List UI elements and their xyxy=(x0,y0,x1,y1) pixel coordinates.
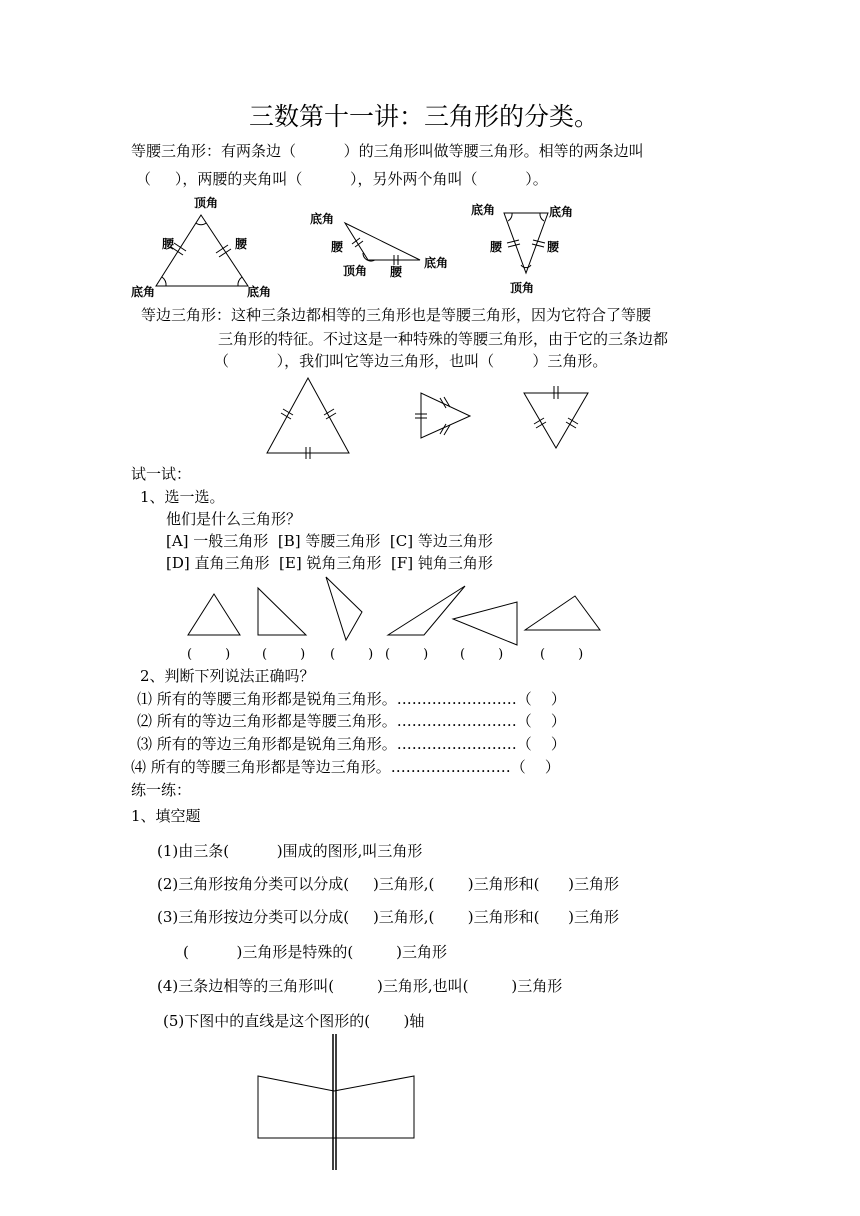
base-angle-label: 底角 xyxy=(247,285,272,299)
fill-blank-item: ( )三角形是特殊的( )三角形 xyxy=(183,943,448,961)
q1-answer-blank[interactable]: ( ) xyxy=(460,647,504,662)
q1-answer-blank[interactable]: ( ) xyxy=(330,647,374,662)
leg-label: 腰 xyxy=(390,265,403,279)
fill-blank-section-title: 1、填空题 xyxy=(131,807,201,825)
apex-angle-label: 顶角 xyxy=(510,281,535,295)
isosceles-definition-line-2: （ ），两腰的夹角叫（ ），另外两个角叫（ ）。 xyxy=(136,170,548,188)
base-angle-label: 底角 xyxy=(549,205,574,219)
leg-label: 腰 xyxy=(331,240,344,254)
base-angle-label: 底角 xyxy=(310,212,335,226)
q2-item: ⑶ 所有的等边三角形都是锐角三角形。……………………（ ） xyxy=(137,735,566,753)
fill-blank-item: (3)三角形按边分类可以分成( )三角形,( )三角形和( )三角形 xyxy=(157,908,619,926)
q2-item: ⑴ 所有的等腰三角形都是锐角三角形。……………………（ ） xyxy=(137,690,566,708)
q2-item: ⑷ 所有的等腰三角形都是等边三角形。……………………（ ） xyxy=(131,758,560,776)
equilateral-definition-line-2: 三角形的特征。不过这是一种特殊的等腰三角形，由于它的三条边都 xyxy=(218,330,669,348)
base-angle-label: 底角 xyxy=(471,203,496,217)
equilateral-triangle-figure-3 xyxy=(515,380,595,455)
leg-label: 腰 xyxy=(490,240,503,254)
fill-blank-item: (4)三条边相等的三角形叫( )三角形,也叫( )三角形 xyxy=(157,977,563,995)
equilateral-triangle-figure-1 xyxy=(260,370,360,460)
equilateral-definition-line-3: （ ），我们叫它等边三角形，也叫（ ）三角形。 xyxy=(214,352,608,370)
q2-title: 2、判断下列说法正确吗？ xyxy=(140,667,315,685)
symmetry-axis-figure xyxy=(250,1030,425,1175)
try-heading: 试一试： xyxy=(131,465,192,483)
equilateral-definition-line-1: 等边三角形：这种三条边都相等的三角形也是等腰三角形，因为它符合了等腰 xyxy=(141,306,652,324)
q1-answer-blank[interactable]: ( ) xyxy=(262,647,306,662)
practice-heading: 练一练： xyxy=(131,781,192,799)
q1-answer-blank[interactable]: ( ) xyxy=(187,647,231,662)
fill-blank-item: (1)由三条( )围成的图形,叫三角形 xyxy=(157,842,423,860)
fill-blank-item: (5)下图中的直线是这个图形的( )轴 xyxy=(163,1012,425,1030)
leg-label: 腰 xyxy=(162,237,175,251)
q1-options-row-2: [D] 直角三角形 [E] 锐角三角形 [F] 钝角三角形 xyxy=(166,554,493,572)
leg-label: 腰 xyxy=(235,237,248,251)
q1-options-row-1: [A] 一般三角形 [B] 等腰三角形 [C] 等边三角形 xyxy=(166,532,493,550)
equilateral-triangle-figure-2 xyxy=(410,385,480,445)
leg-label: 腰 xyxy=(547,240,560,254)
apex-angle-label: 顶角 xyxy=(194,196,219,210)
page-title: 三数第十一讲：三角形的分类。 xyxy=(249,102,600,131)
q1-question: 他们是什么三角形？ xyxy=(166,510,302,528)
q1-title: 1、选一选。 xyxy=(140,488,225,506)
q2-item: ⑵ 所有的等边三角形都是等腰三角形。……………………（ ） xyxy=(137,712,566,730)
q1-answer-blank[interactable]: ( ) xyxy=(540,647,584,662)
isosceles-definition-line-1: 等腰三角形：有两条边（ ）的三角形叫做等腰三角形。相等的两条边叫 xyxy=(131,142,644,160)
q1-answer-blank[interactable]: ( ) xyxy=(385,647,429,662)
base-angle-label: 底角 xyxy=(131,285,156,299)
apex-angle-label: 顶角 xyxy=(343,264,368,278)
fill-blank-item: (2)三角形按角分类可以分成( )三角形,( )三角形和( )三角形 xyxy=(157,875,619,893)
base-angle-label: 底角 xyxy=(424,256,449,270)
q1-triangle-figures xyxy=(180,572,610,647)
